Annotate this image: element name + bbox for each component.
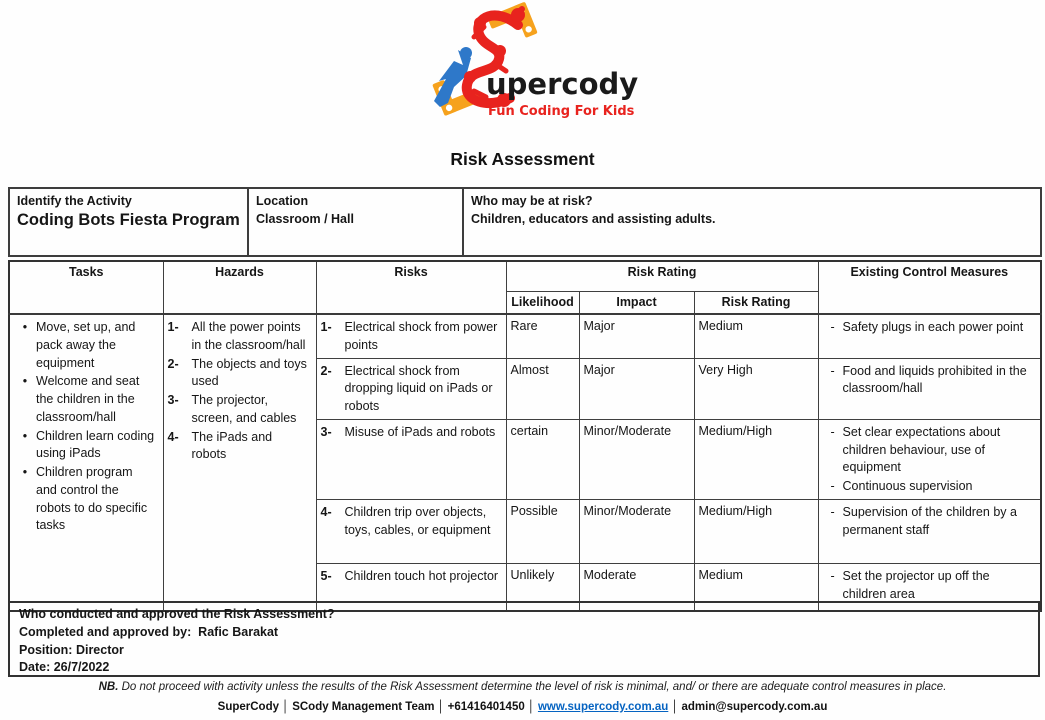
controls-cell xyxy=(818,499,1041,563)
list-item xyxy=(823,504,1037,540)
location-value: Classroom / Hall xyxy=(256,212,354,227)
risk-text: Children trip over objects, toys, cables, or equipment xyxy=(344,504,491,537)
list-item xyxy=(321,424,502,442)
bullet-icon: • xyxy=(22,320,28,334)
task-text: Children learn coding using iPads xyxy=(36,428,155,461)
risk-number: 5- xyxy=(320,568,332,583)
who-at-risk-label: Who may be at risk? xyxy=(471,194,593,208)
dash-icon: - xyxy=(830,479,835,493)
who-at-risk-value: Children, educators and assisting adults. xyxy=(471,212,716,227)
list-item xyxy=(321,504,502,540)
impact-cell: Minor/Moderate xyxy=(579,499,694,563)
rating-cell: Medium/High xyxy=(694,499,818,563)
risk-number: 3- xyxy=(320,424,332,439)
risk-text: Electrical shock from power points xyxy=(344,320,498,352)
hazards-cell xyxy=(163,314,316,611)
bullet-icon: • xyxy=(22,465,28,479)
control-text: Continuous supervision xyxy=(842,479,973,493)
list-item xyxy=(823,424,1037,477)
list-item xyxy=(823,568,1037,604)
rating-cell: Medium xyxy=(694,314,818,358)
approval-heading: Who conducted and approved the Risk Assessment? xyxy=(19,607,335,621)
nb-prefix: NB. xyxy=(98,681,119,693)
control-text: Supervision of the children by a permanent staff xyxy=(842,504,1017,537)
list-item xyxy=(823,319,1037,337)
approval-date: Date: 26/7/2022 xyxy=(19,660,110,675)
list-item xyxy=(823,478,1037,496)
footer-phone: +61416401450 xyxy=(447,701,525,713)
risk-text: Electrical shock from dropping liquid on iPads or robots xyxy=(344,363,493,413)
risk-rating-header: Risk Rating xyxy=(694,291,818,314)
hazards-header: Hazards xyxy=(163,261,316,314)
list-item xyxy=(14,464,159,535)
risk-text: Children touch hot projector xyxy=(344,568,499,583)
location-label: Location xyxy=(256,194,309,208)
controls-header: Existing Control Measures xyxy=(818,261,1041,314)
who-at-risk-cell xyxy=(463,188,1041,256)
hazard-text: The objects and toys used xyxy=(191,356,307,389)
list-item xyxy=(14,373,159,426)
supercody-logo-icon xyxy=(430,1,640,125)
hazard-number: 2- xyxy=(167,356,179,371)
risk-rating-group-header: Risk Rating xyxy=(506,261,818,291)
list-item xyxy=(321,568,502,586)
website-link[interactable]: www.supercody.com.au xyxy=(537,701,669,713)
risk-cell xyxy=(316,314,506,358)
activity-cell xyxy=(9,188,248,256)
footer-contact-line xyxy=(0,701,1045,713)
list-item xyxy=(14,428,159,464)
risk-cell xyxy=(316,499,506,563)
likelihood-cell: Almost xyxy=(506,358,579,419)
identify-activity-label: Identify the Activity xyxy=(17,194,132,208)
brand-tagline: Fun Coding For Kids xyxy=(488,104,635,119)
nb-text: Do not proceed with activity unless the results of the Risk Assessment determine the level of risk is minimal, and/ or there are adequate control measures in place. xyxy=(118,681,947,693)
table-row xyxy=(9,314,1041,358)
controls-cell xyxy=(818,358,1041,419)
risk-table xyxy=(8,260,1042,612)
control-text: Set clear expectations about children behaviour, use of equipment xyxy=(842,424,1001,475)
hazard-text: The projector, screen, and cables xyxy=(191,393,297,425)
nb-footnote xyxy=(0,681,1045,693)
list-item xyxy=(14,319,159,372)
bullet-icon: • xyxy=(22,428,28,443)
activity-table xyxy=(8,187,1042,257)
likelihood-cell: certain xyxy=(506,419,579,499)
footer-email: admin@supercody.com.au xyxy=(681,701,828,713)
rating-cell: Medium xyxy=(694,563,818,611)
risks-header: Risks xyxy=(316,261,506,314)
hazard-number: 3- xyxy=(167,393,179,407)
list-item xyxy=(321,363,502,416)
page-title: Risk Assessment xyxy=(450,149,595,169)
risk-cell xyxy=(316,358,506,419)
tasks-header: Tasks xyxy=(9,261,163,314)
identify-activity-value: Coding Bots Fiesta Program xyxy=(17,211,240,230)
list-item xyxy=(168,356,312,392)
risk-number: 4- xyxy=(320,504,332,519)
impact-cell: Minor/Moderate xyxy=(579,419,694,499)
tasks-cell xyxy=(9,314,163,611)
hazard-text: The iPads and robots xyxy=(191,429,273,462)
impact-cell: Major xyxy=(579,358,694,419)
separator: │ xyxy=(527,701,535,713)
likelihood-cell: Unlikely xyxy=(506,563,579,611)
likelihood-cell: Rare xyxy=(506,314,579,358)
impact-cell: Major xyxy=(579,314,694,358)
task-text: Move, set up, and pack away the equipment xyxy=(36,320,136,370)
footer-team: SCody Management Team xyxy=(292,701,435,713)
dash-icon: - xyxy=(830,320,835,334)
impact-cell: Moderate xyxy=(579,563,694,611)
list-item xyxy=(321,319,502,355)
supercody-logo xyxy=(430,1,640,125)
approval-completed-by: Completed and approved by: Rafic Barakat xyxy=(19,624,279,639)
control-text: Safety plugs in each power point xyxy=(842,320,1024,334)
risk-text: Misuse of iPads and robots xyxy=(344,424,496,439)
risk-number: 2- xyxy=(320,363,332,378)
list-item xyxy=(168,429,312,465)
dash-icon: - xyxy=(830,504,835,519)
hazard-number: 1- xyxy=(167,320,179,334)
likelihood-header: Likelihood xyxy=(506,291,579,314)
risk-cell xyxy=(316,419,506,499)
impact-header: Impact xyxy=(579,291,694,314)
dash-icon: - xyxy=(830,424,835,439)
control-text: Food and liquids prohibited in the classroom/hall xyxy=(842,363,1027,396)
controls-cell xyxy=(818,419,1041,499)
dash-icon: - xyxy=(830,568,835,583)
hazard-text: All the power points in the classroom/hall xyxy=(191,320,306,352)
list-item xyxy=(168,319,312,355)
approval-position: Position: Director xyxy=(19,642,124,657)
separator: │ xyxy=(437,701,445,713)
approval-section xyxy=(8,601,1040,677)
separator: │ xyxy=(282,701,290,713)
controls-cell xyxy=(818,314,1041,358)
control-text: Set the projector up off the children area xyxy=(842,568,990,601)
location-cell xyxy=(248,188,463,256)
list-item xyxy=(823,363,1037,399)
brand-text: upercody xyxy=(486,67,639,101)
bullet-icon: • xyxy=(22,374,28,389)
separator: │ xyxy=(671,701,679,713)
task-text: Welcome and seat the children in the classroom/hall xyxy=(36,374,140,424)
list-item xyxy=(168,392,312,428)
likelihood-cell: Possible xyxy=(506,499,579,563)
footer-company: SuperCody xyxy=(217,701,279,713)
dash-icon: - xyxy=(830,363,835,378)
rating-cell: Very High xyxy=(694,358,818,419)
risk-number: 1- xyxy=(320,320,332,334)
hazard-number: 4- xyxy=(167,429,179,444)
rating-cell: Medium/High xyxy=(694,419,818,499)
task-text: Children program and control the robots to do specific tasks xyxy=(36,465,148,533)
